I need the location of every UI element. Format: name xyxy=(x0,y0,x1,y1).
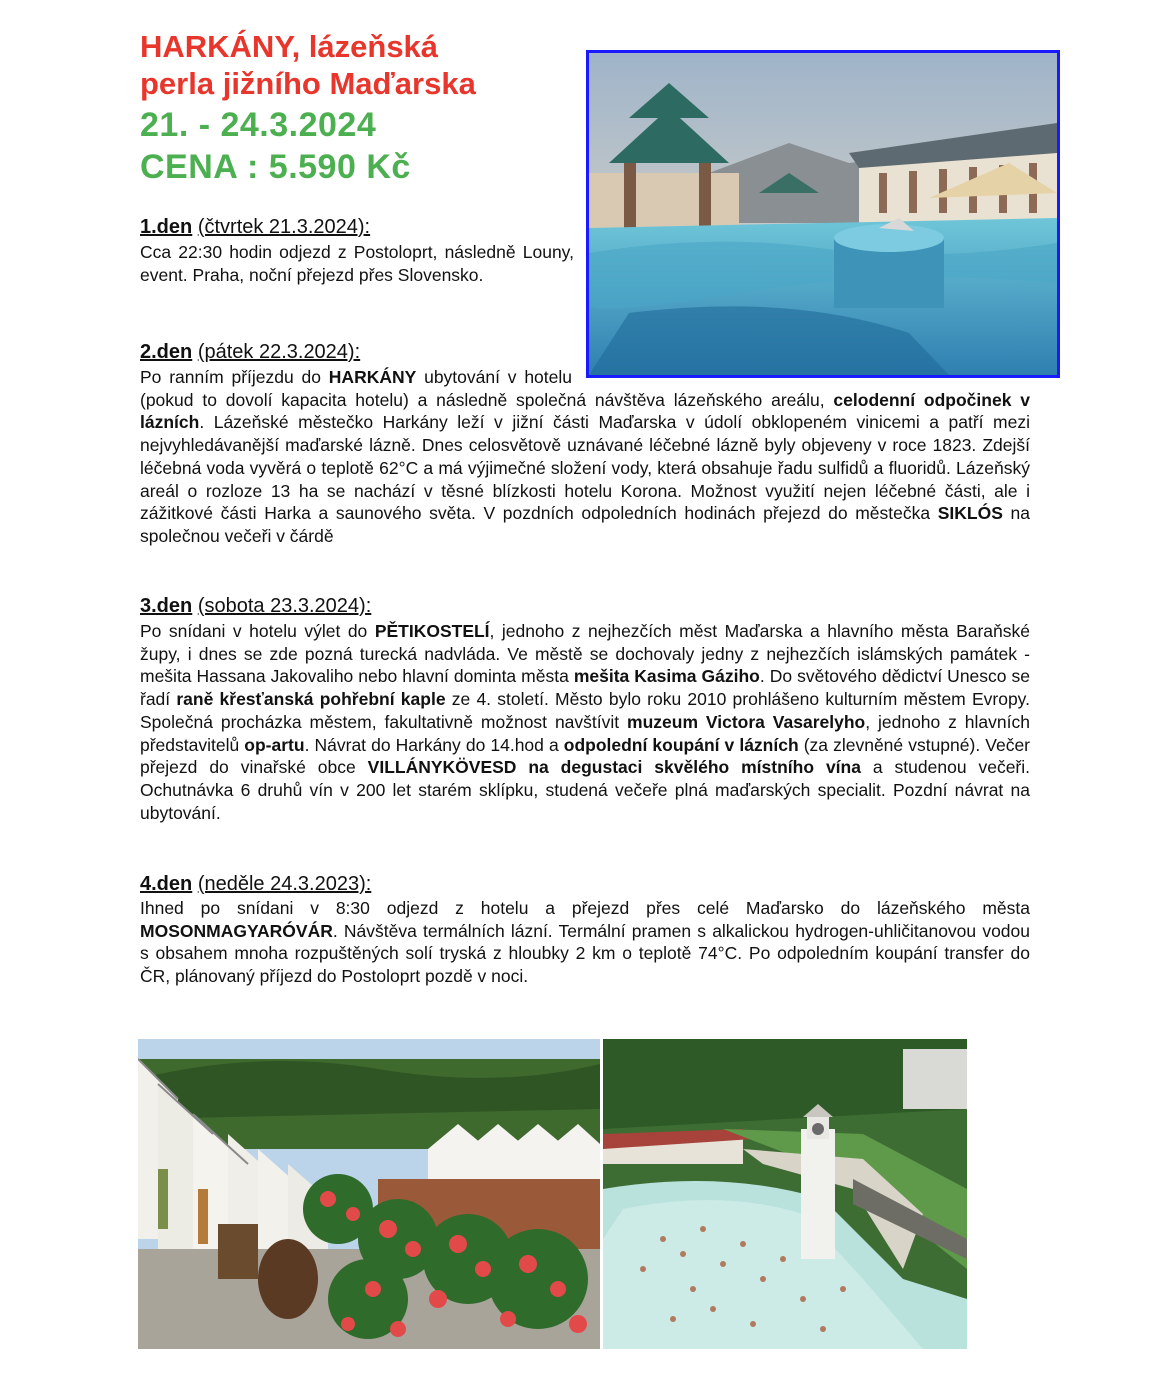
day-3-text: Po snídani v hotelu výlet do PĚTIKOSTELÍ, jednoho z nejhezčích měst Maďarska a hlavního města Baraňské župy, i dnes se zde pozná turecká nadvláda. Ve městě se dochovaly jedny z nejhezčích islámských památek - mešita Hassana Jakovaliho nebo hlavní dominta města mešita Kasima Gáziho. Do světového dědictví Unesco se řadí raně křesťanská pohřební kaple ze 4. století. Město bylo roku 2010 prohlášeno kulturním městem Evropy. Společná procházka městem, fakultativně možnost navštívit muzeum Victora Vasarelyho, jednoho z hlavních představitelů op-artu. Návrat do Harkány do 14.hod a odpolední koupání v lázních (za zlevněné vstupné). Večer přejezd do vinařské obce VILLÁNYKÖVESD na degustaci skvělého místního vína a studenou večeři. Ochutnávka 6 druhů vín v 200 let starém sklípku, studená večeře plná maďarských specialit. Pozdní návrat na ubytování. xyxy=(140,621,1031,823)
day-2-heading xyxy=(140,341,360,363)
wine-cellars-photo xyxy=(138,1039,600,1349)
title-line-2: perla jižního Maďarska xyxy=(140,66,476,101)
highlight-chapel: raně křesťanská pohřební kaple xyxy=(176,689,446,710)
day-4-text: Ihned po snídani v 8:30 odjezd z hotelu a přejezd přes celé Maďarsko do lázeňského města MOSONMAGYARÓVÁR. Návštěva termálních lázní. Termální pramen s alkalickou hydrogen-uhličitanovou vodou s obsahem mnoha rozpuštěných solí tryská z hloubky 2 km o teplotě 74°C. Po odpoledním koupání transfer do ČR, plánovaný příjezd do Postoloprt pozdě v noci. xyxy=(140,898,1030,987)
day-3-label: 3.den xyxy=(140,595,193,617)
highlight-villanykovesd: VILLÁNYKÖVESD na degustaci skvělého místního vína xyxy=(367,757,861,778)
day-1-text: Cca 22:30 hodin odjezd z Postoloprt, následně Louny, event. Praha, noční přejezd přes Slovensko. xyxy=(140,242,574,285)
day-4-heading xyxy=(140,873,371,895)
day-1-label: 1.den xyxy=(140,216,193,238)
highlight-museum: muzeum Victora Vasarelyho xyxy=(627,711,866,732)
day-1-date: (čtvrtek 21.3.2024): xyxy=(197,216,371,238)
place-siklos: SIKLÓS xyxy=(937,503,1003,524)
place-harkany: HARKÁNY xyxy=(328,367,417,387)
place-pecs: PĚTIKOSTELÍ xyxy=(374,621,490,641)
day-3-heading xyxy=(140,595,371,617)
highlight-mosque: mešita Kasima Gáziho xyxy=(573,666,760,687)
thermal-bath-photo xyxy=(603,1039,967,1349)
highlight-spa-day: celodenní odpočinek v lázních xyxy=(140,389,1030,433)
day-3-date: (sobota 23.3.2024): xyxy=(197,595,372,617)
highlight-op-art: op-artu xyxy=(244,734,305,755)
trip-price: CENA : 5.590 Kč xyxy=(140,148,411,186)
day-1-heading xyxy=(140,216,370,238)
day-2-date: (pátek 22.3.2024): xyxy=(197,341,361,363)
day-4-date: (neděle 24.3.2023): xyxy=(197,873,372,895)
highlight-afternoon-bath: odpolední koupání v lázních xyxy=(563,734,799,755)
day-2-label: 2.den xyxy=(140,341,193,363)
photo-wrap-spacer xyxy=(572,366,1030,388)
title-line-1: HARKÁNY, lázeňská xyxy=(140,29,439,64)
day-2-text: Po ranním příjezdu do HARKÁNY ubytování v hotelu (pokud to dovolí kapacita hotelu) a následně společná návštěva lázeňského areálu, celodenní odpočinek v lázních. Lázeňské městečko Harkány leží v jižní části Maďarska v údolí obklopeném vinicemi a patří mezi nejvyhledávanější maďarské lázně. Dnes celosvětově uznávané léčebné lázně byly objeveny v roce 1823. Zdejší léčebná voda vyvěrá o teplotě 62°C a má výjimečné složení vody, která obsahuje řadu sulfidů a fluoridů. Lázeňský areál o rozloze 13 ha se nachází v těsné blízkosti hotelu Korona. Možnost využití nejen léčebné části, ale i zážitkové části Harka a saunového světa. V pozdních odpoledních hodinách přejezd do městečka SIKLÓS na společnou večeři v čárdě xyxy=(140,367,1031,546)
trip-dates: 21. - 24.3.2024 xyxy=(140,106,377,144)
day-4-label: 4.den xyxy=(140,873,193,895)
place-mosonmagyarovar: MOSONMAGYARÓVÁR xyxy=(140,920,333,941)
spa-pool-photo xyxy=(586,50,1060,378)
